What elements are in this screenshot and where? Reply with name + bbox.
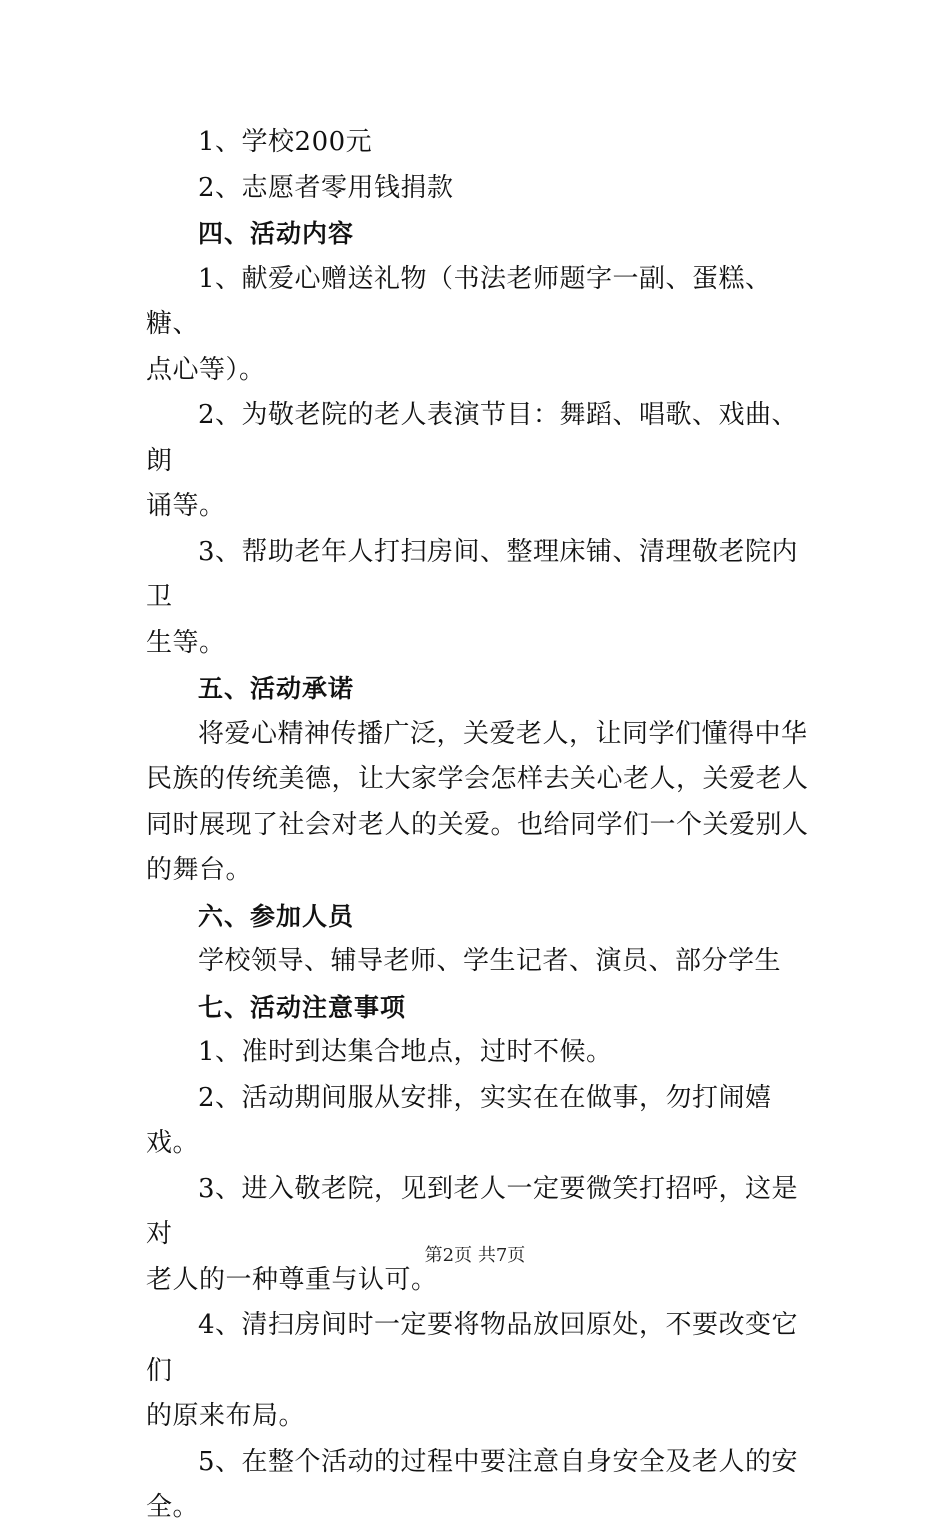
section-heading: 七、活动注意事项 [198, 992, 407, 1022]
section-heading: 四、活动内容 [198, 219, 355, 248]
paragraph: 1、准时到达集合地点，过时不候。 [198, 1037, 613, 1067]
paragraph: 2、为敬老院的老人表演节目：舞蹈、唱歌、戏曲、朗 诵等。 [146, 400, 799, 521]
paragraph: 1、献爱心赠送礼物（书法老师题字一副、蛋糕、糖、 点心等）。 [146, 263, 772, 385]
paragraph: 1、学校200元 [198, 127, 373, 157]
paragraph: 3、进入敬老院，见到老人一定要微笑打招呼，这是对 老人的一种尊重与认可。 [146, 1173, 799, 1295]
paragraph: 学校领导、辅导老师、学生记者、演员、部分学生 [198, 946, 782, 976]
document-body [146, 120, 812, 1531]
paragraph: 2、活动期间服从安排，实实在在做事，勿打闹嬉戏。 [146, 1082, 772, 1158]
section-heading: 五、活动承诺 [198, 674, 355, 703]
section-heading: 六、参加人员 [198, 901, 355, 931]
page-footer: 第2页 共7页 [424, 1245, 526, 1266]
paragraph: 3、帮助老年人打扫房间、整理床铺、清理敬老院内卫 生等。 [146, 536, 799, 658]
paragraph: 4、清扫房间时一定要将物品放回原处，不要改变它们 的原来布局。 [146, 1310, 799, 1431]
paragraph: 5、在整个活动的过程中要注意自身安全及老人的安全。 [146, 1446, 799, 1522]
paragraph: 将爱心精神传播广泛，关爱老人，让同学们懂得中华 民族的传统美德，让大家学会怎样去关心老人，关爱老人同时展现了社会对老人的关爱。也给同学们一个关爱别人的舞台。 [146, 718, 809, 885]
paragraph: 2、志愿者零用钱捐款 [198, 172, 454, 203]
